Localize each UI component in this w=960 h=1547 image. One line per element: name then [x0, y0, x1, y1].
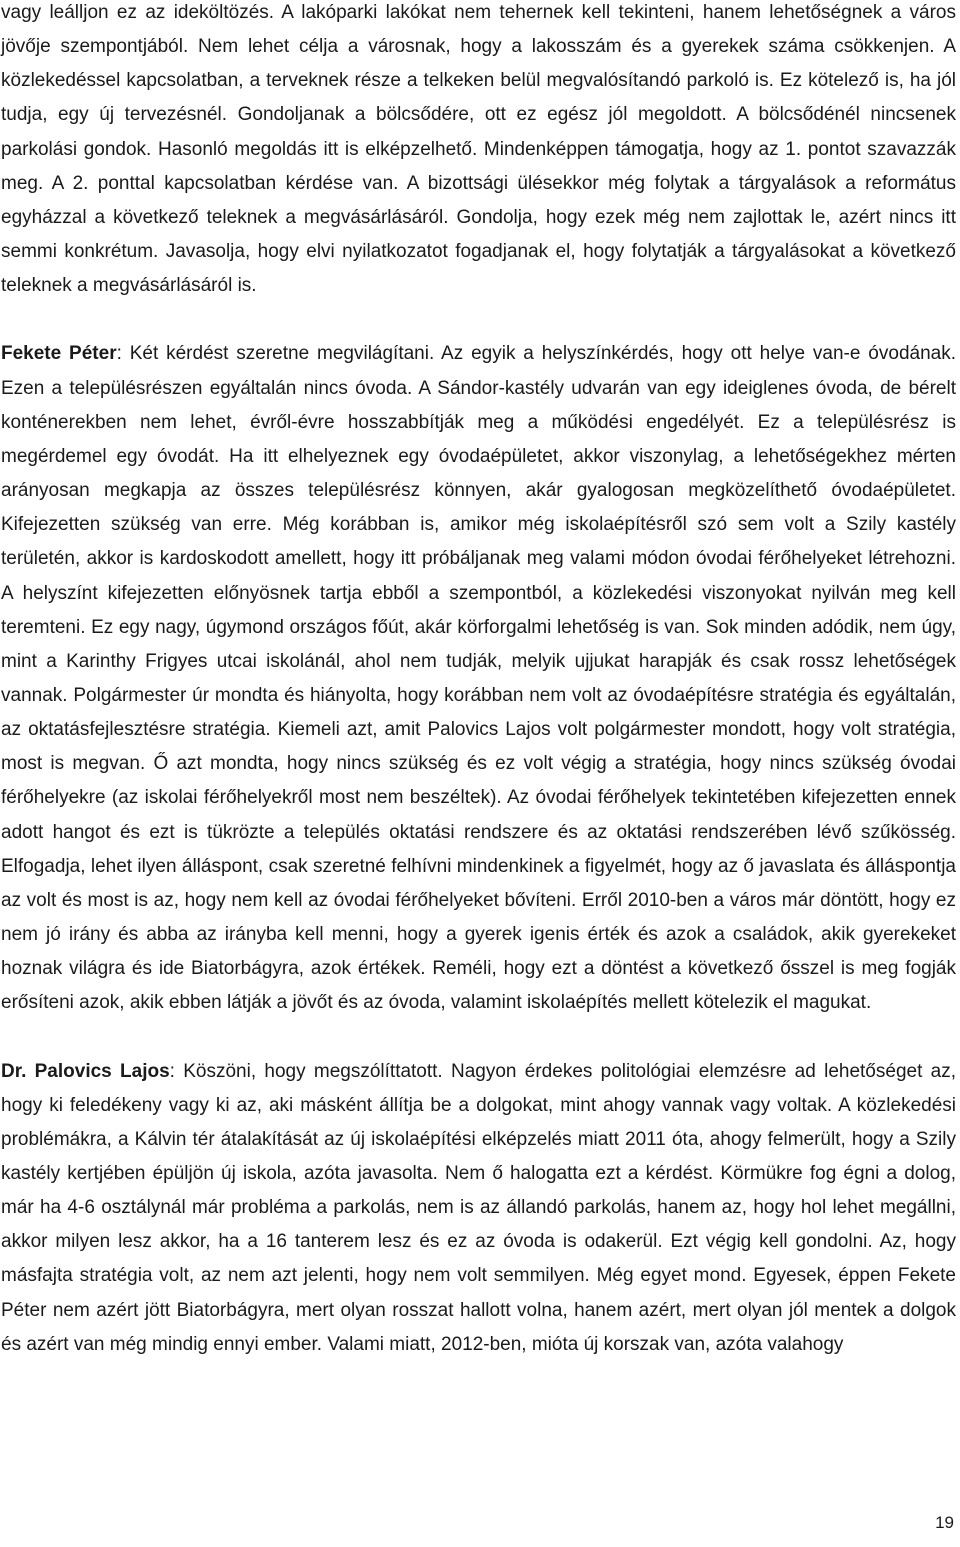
paragraph-2 [1, 337, 956, 1020]
paragraph-3 [1, 1055, 956, 1362]
body-text [1, 0, 956, 1362]
paragraph-1-text: vagy leálljon ez az ideköltözés. A lakóparki lakókat nem tehernek kell tekinteni, hanem lehetőségnek a város jövője szempontjából. Nem lehet célja a városnak, hogy a lakosszám és a gyerekek száma csökkenjen. A közlekedéssel kapcsolatban, a terveknek része a telkeken belül megvalósítandó parkoló is. Ez kötelező is, ha jól tudja, egy új tervezésnél. Gondoljanak a bölcsődére, ott ez egész jól megoldott. A bölcsődénél nincsenek parkolási gondok. Hasonló megoldás itt is elképzelhető. Mindenképpen támogatja, hogy az 1. pontot szavazzák meg. A 2. ponttal kapcsolatban kérdése van. A bizottsági ülésekkor még folytak a tárgyalások a református egyházzal a következő teleknek a megvásárlásáról. Gondolja, hogy ezek még nem zajlottak le, azért nincs itt semmi konkrétum. Javasolja, hogy elvi nyilatkozatot fogadjanak el, hogy folytatják a tárgyalásokat a következő teleknek a megvásárlásáról is. [1, 2, 956, 297]
paragraph-2-text: : Két kérdést szeretne megvilágítani. Az egyik a helyszínkérdés, hogy ott helye van-e óvodának. Ezen a településrészen egyáltalán nincs óvoda. A Sándor-kastély udvarán van egy ideiglenes óvoda, de bérelt konténerekben nem lehet, évről-évre hosszabbítják meg a működési engedélyét. Ez a településrész is megérdemel egy óvodát. Ha itt elhelyeznek egy óvodaépületet, akkor viszonylag, a lehetőségekhez mérten arányosan megkapja az összes településrész könnyen, akár gyalogosan megközelíthető óvodaépületet. Kifejezetten szükség van erre. Még korábban is, amikor még iskolaépítésről szó sem volt a Szily kastély területén, akkor is kardoskodott amellett, hogy itt próbáljanak meg valami módon óvodai férőhelyeket létrehozni. A helyszínt kifejezetten előnyösnek tartja ebből a szempontból, a közlekedési viszonyokat nyilván meg kell teremteni. Ez egy nagy, úgymond országos főút, akár körforgalmi lehetőség is van. Sok minden adódik, nem úgy, mint a Karinthy Frigyes utcai iskolánál, ahol nem tudják, melyik ujjukat harapják és csak rossz lehetőségek vannak. Polgármester úr mondta és hiányolta, hogy korábban nem volt az óvodaépítésre stratégia és egyáltalán, az oktatásfejlesztésre stratégia. Kiemeli azt, amit Palovics Lajos volt polgármester mondott, hogy volt stratégia, most is megvan. Ő azt mondta, hogy nincs szükség és ez volt végig a stratégia, hogy nincs szükség óvodai férőhelyekre (az iskolai férőhelyekről most nem beszéltek). Az óvodai férőhelyek tekintetében kifejezetten ennek adott hangot és ezt is tükrözte a település oktatási rendszere és az oktatási rendszerében lévő szűkösség. Elfogadja, lehet ilyen álláspont, csak szeretné felhívni mindenkinek a figyelmét, hogy az ő javaslata és álláspontja az volt és most is az, hogy nem kell az óvodai férőhelyeket bővíteni. Erről 2010-ben a város már döntött, hogy ez nem jó irány és abba az irányba kell menni, hogy a gyerek igenis érték és azok a családok, akik gyerekeket hoznak világra és ide Biatorbágyra, azok értékek. Reméli, hogy ezt a döntést a következő ősszel is meg fogják erősíteni azok, akik ebben látják a jövőt és az óvoda, valamint iskolaépítés mellett kötelezik el magukat. [1, 343, 956, 1014]
paragraph-3-text: : Köszöni, hogy megszólíttatott. Nagyon érdekes politológiai elemzésre ad lehetőséget az, hogy ki feledékeny vagy ki az, aki másként állítja be a dolgokat, mint ahogy vannak vagy voltak. A közlekedési problémákra, a Kálvin tér átalakítását az új iskolaépítési elképzelés miatt 2011 óta, ahogy felmerült, hogy a Szily kastély kertjében épüljön új iskola, azóta javasolta. Nem ő halogatta ezt a kérdést. Körmükre fog égni a dolog, már ha 4-6 osztálynál már probléma a parkolás, nem is az állandó parkolás, hanem az, hogy hol lehet megállni, akkor milyen lesz akkor, ha a 16 tanterem lesz és ez az óvoda is odakerül. Ezt végig kell gondolni. Az, hogy másfajta stratégia volt, az nem azt jelenti, hogy nem volt semmilyen. Még egyet mond. Egyesek, éppen Fekete Péter nem azért jött Biatorbágyra, mert olyan rosszat hallott volna, hanem azért, mert olyan jól mentek a dolgok és azért van még mindig ennyi ember. Valami miatt, 2012-ben, mióta új korszak van, azóta valahogy [1, 1060, 956, 1355]
speaker-name: Fekete Péter [1, 343, 117, 365]
paragraph-1 [1, 0, 956, 303]
speaker-name: Dr. Palovics Lajos [1, 1060, 170, 1082]
page-number: 19 [935, 1513, 954, 1532]
